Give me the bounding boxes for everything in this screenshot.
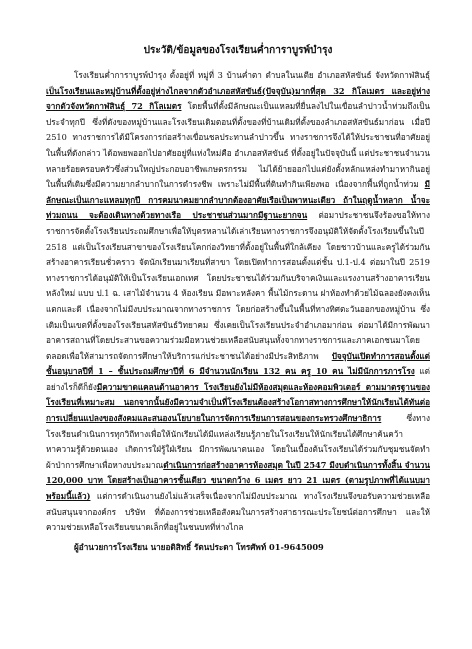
emphasized-text: ปัจจุบันเปิดทำการสอนตั้งแต่ชั้นอนุบาลปีที่ 1 – ชั้นประถมศึกษาปีที่ 6 มีจำนวนนักเรียน 132 คน ครู 10 คน ไม่มีนักการภารโรง [46,350,430,377]
document-title: ประวัติ/ข้อมูลของโรงเรียนค่ำการาบูรพ์บำรุง [143,45,333,56]
body-text: โดยพื้นที่ตั้งมีลักษณะเป็นแหลมที่ยื่นลงไปในเขื่อนลำปาวน้ำท่วมถึงเป็นประจำทุกปี ซึ่งที่ดังของหมู่บ้านและโรงเรียนเดิมตอนที่ตั้งของที่บ้านเดิมที่ตั้งของลำเภอสหัสขันธ์มาก่อน เมื่อปี 2510 ทางราชการได้มีโครงการก่อสร้างเขื่อนชลประทานลำปาวขึ้น ทางราชการจึงได้ให้ประชาชนที่อาศัยอยู่ในพื้นที่ดังกล่าว ได้อพยพออกไปอาศัยอยู่ที่แห่งใหม่คือ อำเภอสหัสขันธ์ ที่ตั้งอยู่ในปัจจุบันนี้ แต่ประชาชนจำนวนหลายร้อยครอบครัวซึ่งส่วนใหญ่ประกอบอาชีพเกษตรกรรม ไม่ได้ย้ายออกไปแต่ยังตั้งหลักแหล่งทำมาหากินอยู่ในพื้นที่เดิมซึ่งมีความยากลำบากในการดำรงชีพ เพราะไม่มีพื้นที่ดินทำกินเพียงพอ เนื่องจากพื้นที่ถูกน้ำท่วม [46,101,431,190]
body-text: แต่การดำเนินงานยังไม่แล้วเสร็จเนื่องจากไม่มีงบประมาณ ทางโรงเรียนจึงขอรับความช่วยเหลือ สนับสนุนจากองค์กร บริษัท ที่ต้องการช่วยเหลือสังคมในการสร้างสาธารณะประโยชน์ต่อการศึกษา และให้ความช่วยเหลือโรงเรียนขนาดเล็กที่อยู่ในชนบทที่ห่างไกล [46,491,430,533]
emphasized-text: มีความขาดแคลนด้านอาคาร โรงเรียนยังไม่มีห้องสมุดและห้องคอมพิวเตอร์ ตามมาตรฐานของโรงเรียนที่เหมาะสม นอกจากนั้นยังมีความจำเป็นที่โรงเรียนต้องสร้างโอกาสทางการศึกษาให้นักเรียนได้ทันต่อการเปลี่ยนแปลงของสังคมและสนองนโยบายในการจัดการเรียนการสอนของกระทรวงศึกษาธิการ [46,381,430,424]
emphasized-text: เป็นโรงเรียนและหมู่บ้านที่ตั้งอยู่ห่างไกลจากตัวอำเภอสหัสขันธ์(ปัจจุบัน)มากที่สุด 32 กิโลเมตร และอยู่ห่างจากตัวจังหวัดกาฬสินธุ์ 72 กิโลเมตร [46,85,430,112]
body-text: ต่อมาประชาชนจึงร้องขอให้ทางราชการจัดตั้งโรงเรียนประถมศึกษาเพื่อให้บุตรหลานได้เล่าเรียนทางราชการจึงอนุมัติให้จัดตั้งโรงเรียนขึ้นในปี 2518 แต่เป็นโรงเรียนสาขาของโรงเรียนโคกก่องวิทยาที่ตั้งอยู่ในพื้นที่ใกล้เคียง โดยชาวบ้านและครูได้ร่วมกันสร้างอาคารเรียนชั่วคราว จัดนักเรียนมาเรียนที่สาขา โดยเปิดทำการสอนตั้งแต่ชั้น ป.1-ป.4 ต่อมาในปี 2519 ทางราชการได้อนุมัติให้เป็นโรงเรียนเอกเทศ โดยประชาชนได้ร่วมกันบริจาคเงินและแรงงานสร้างอาคารเรียนหลังใหม่ แบบ ป.1 ฉ. เสาไม้จำนวน 4 ห้องเรียน มีอพาะหลังคา พื้นไม้กระดาน ฝาห้องทำด้วยไม้ฉลองยังคงเห็นแตกและดี เนื่องจากไม่มีงบประมาณจากทางราชการ โดยก่อสร้างขึ้นในพื้นที่ทางทิศตะวันออกของหมู่บ้าน ซึ่งเดิมเป็นเขตที่ตั้งของโรงเรียนสหัสขันธ์วิทยาคม ซึ่งเคยเป็นโรงเรียนประจำอำเภอมาก่อน ต่อมาได้มีการพัฒนาอาคารสถานที่โดยประสานขอความร่วมมือหวนช่วยเหลือสนับสนุนทั้งจากทางราชการและภาคเอกชนมาโดยตลอดเพื่อให้สามารถจัดการศึกษาให้บริการแก่ประชาชนได้อย่างมีประสิทธิภาพ [46,210,430,361]
body-text: ซึ่งทางโรงเรียนดำเนินการทุกวิถีทางเพื่อให้นักเรียนได้มีแหล่งเรียนรู้ภายในโรงเรียนให้นักเรียนได้ศึกษาค้นคว้าหาความรู้ด้วยตนเอง เกิดการใฝ่รู้ใฝ่เรียน มีการพัฒนาตนเอง โดยในเบื้องต้นโรงเรียนได้ร่วมกับชุมชนจัดทำผ้าป่าการศึกษาเพื่อหางบประมาณ [46,413,430,470]
body-text: โรงเรียนค่ำการาบูรพ์บำรุง ตั้งอยู่ที่ หมู่ที่ 3 บ้านค่ำตา ตำบลในนเตีย อำเภอสหัสขันธ์ จังหวัดกาฬสินธุ์ [74,70,430,80]
paragraph [46,68,430,536]
document-body [46,68,430,536]
body-text: แต่อย่างไรก็ดีก็ยัง [46,366,430,392]
emphasized-text: มีลักษณะเป็นเกาะแหลมทุกปี การคมนาคมยากลำบากต้องอาศัยเรือเป็นพาหนะเดียว ถ้าในฤดูน้ำหลาก น้ำจะท่วมถนน จะต้องเดินทางด้วยทางเรือ ประชาชนส่วนมากมีฐานะยากจน [46,179,430,221]
emphasized-text: ดำเนินการก่อสร้างอาคารห้องสมุด ในปี 2547 มีงบดำเนินการทั้งสิ้น จำนวน 120,000 บาท โดยสร้างเป็นอาคารชั้นเดียว ขนาดกว้าง 6 เมตร ยาว 21 เมตร (ตามรูปภาพที่ได้แนบมาพร้อมนี้แล้ว) [46,459,430,502]
signature-line: ผู้อำนวยการโรงเรียน นายอดิสิทธิ์ รัตนประดา โทรศัพท์ 01-9645009 [74,541,324,552]
